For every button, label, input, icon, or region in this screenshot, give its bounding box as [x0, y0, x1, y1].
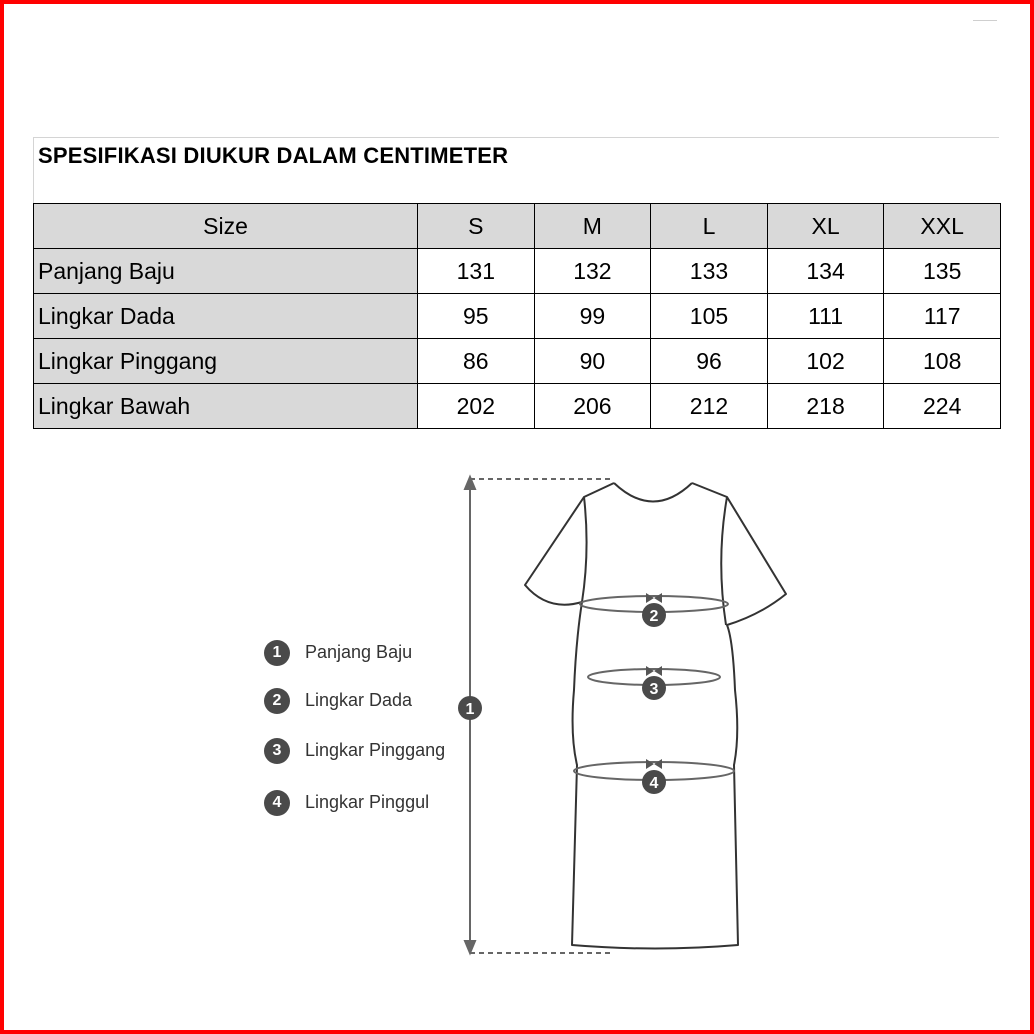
table-cell: 96 [651, 339, 768, 384]
legend-label: Panjang Baju [305, 642, 413, 662]
table-cell: 206 [534, 384, 651, 429]
number-1-badge-icon: 1 [264, 640, 290, 666]
table-cell: 202 [418, 384, 535, 429]
row-label: Lingkar Pinggang [34, 339, 418, 384]
table-cell: 117 [884, 294, 1001, 339]
marker-2-label: 2 [649, 608, 659, 625]
header-xl: XL [767, 204, 884, 249]
legend-label: Lingkar Pinggul [305, 792, 430, 812]
row-label: Panjang Baju [34, 249, 418, 294]
page-title: SPESIFIKASI DIUKUR DALAM CENTIMETER [38, 143, 509, 168]
table-cell: 99 [534, 294, 651, 339]
table-cell: 131 [418, 249, 535, 294]
header-l: L [651, 204, 768, 249]
header-size: Size [34, 204, 418, 249]
table-cell: 108 [884, 339, 1001, 384]
row-label: Lingkar Dada [34, 294, 418, 339]
table-cell: 133 [651, 249, 768, 294]
table-cell: 218 [767, 384, 884, 429]
header-s: S [418, 204, 535, 249]
header-m: M [534, 204, 651, 249]
table-cell: 105 [651, 294, 768, 339]
table-cell: 134 [767, 249, 884, 294]
length-marker-icon [458, 696, 482, 720]
row-label: Lingkar Bawah [34, 384, 418, 429]
table-cell: 224 [884, 384, 1001, 429]
marker-4-label: 4 [649, 775, 659, 792]
chest-marker-icon [642, 603, 666, 627]
table-cell: 95 [418, 294, 535, 339]
table-cell: 86 [418, 339, 535, 384]
waist-marker-icon [642, 676, 666, 700]
table-cell: 90 [534, 339, 651, 384]
hip-marker-icon [642, 770, 666, 794]
marker-1-label: 1 [465, 701, 475, 718]
number-3-badge-icon: 3 [264, 738, 290, 764]
length-dimension-line [465, 477, 612, 953]
table-cell: 212 [651, 384, 768, 429]
table-cell: 102 [767, 339, 884, 384]
dress-outline-icon [525, 483, 786, 949]
legend-label: Lingkar Dada [305, 690, 413, 710]
number-4-badge-icon: 4 [264, 790, 290, 816]
number-2-badge-icon: 2 [264, 688, 290, 714]
table-cell: 135 [884, 249, 1001, 294]
header-xxl: XXL [884, 204, 1001, 249]
legend-label: Lingkar Pinggang [305, 740, 446, 760]
marker-3-label: 3 [649, 681, 659, 698]
table-cell: 132 [534, 249, 651, 294]
table-cell: 111 [767, 294, 884, 339]
